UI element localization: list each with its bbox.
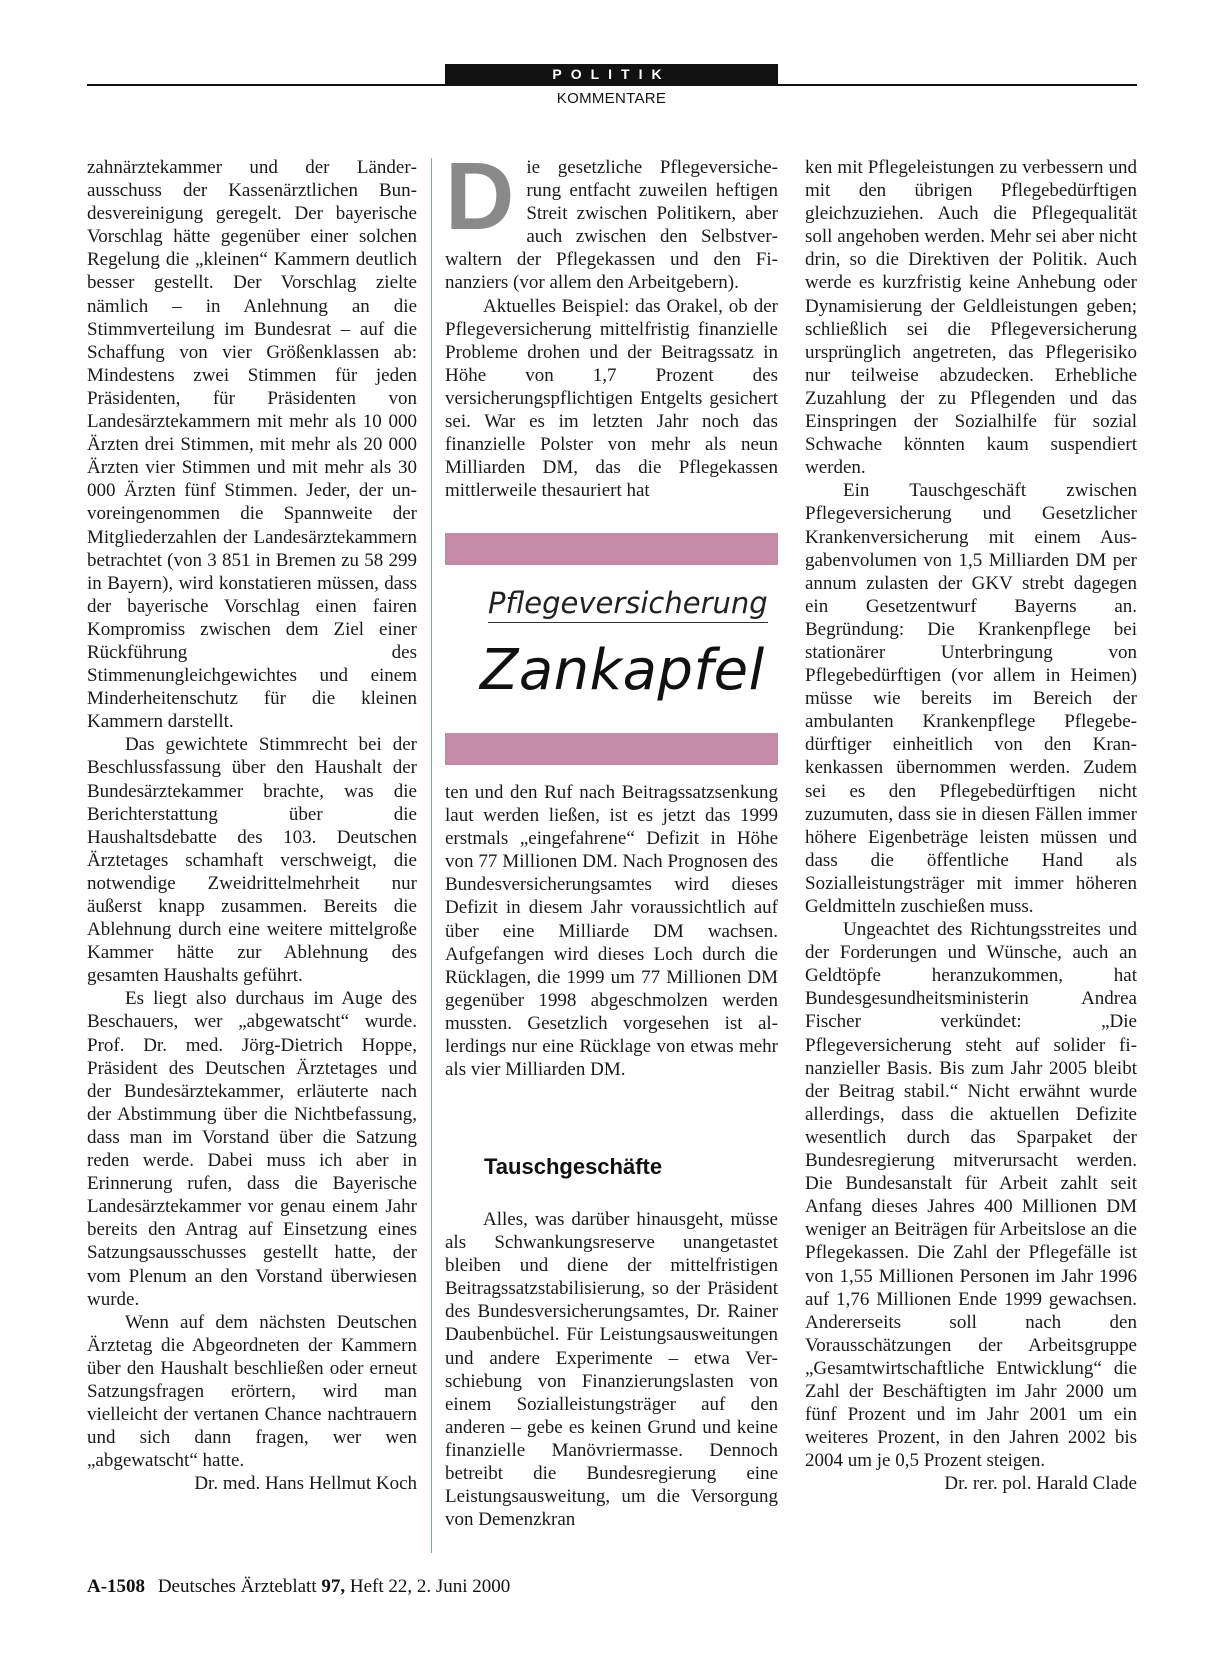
- column-2-top: [445, 143, 778, 502]
- title-band-top: [445, 533, 778, 565]
- article-title: Zankapfel: [480, 638, 765, 703]
- subsection-label: KOMMENTARE: [556, 90, 667, 107]
- page-number: A-1508: [87, 1576, 146, 1597]
- col3-paragraph-3-text: Ungeachtet des Richtungsstreites und der Forderungen und Wünsche, auch an Geldtöpfe heranzukommen, hat Bundesgesundheitsministerin Andrea Fischer verkündet: „Die Pflegeversicherung steht auf solider finanzieller Basis. Bis zum Jahr 2005 bleibt der Beitrag stabil.“ Nicht erwähnt wurde allerdings, dass die aktuellen Defizite wesentlich durch das Sparpaket der Bundesregierung mitverursacht werden. Die Bundesanstalt für Arbeit zahlt seit Anfang dieses Jahres 400 Millionen DM weniger an Beiträgen für Arbeitslose an die Pflegekassen. Die Zahl der Pflegefälle ist von 1,55 Millionen Personen im Jahr 1996 auf 1,76 Millionen Ende 1999 gewachsen. Andererseits soll nach den Vorausschätzungen der Arbeitsgruppe „Gesamtwirtschaftliche Entwicklung“ die Zahl der Beschäftigten im Jahr 2000 um fünf Prozent und im Jahr 2001 um ein weiteres Prozent, in den Jahren 2002 bis 2004 um je 0,5 Prozent steigen.: [805, 919, 1137, 1472]
- col3-paragraph-1: ken mit Pflegeleistungen zu verbessern und mit den übrigen Pflegebedürftigen gleichzuziehen. Auch die Pflegequalität soll angehoben werden. Mehr sei aber nicht drin, so die Direktiven der Politik. Auch werde es kurzfristig keine Anhebung oder Dynamisierung der Geldleistungen geben; schließlich sei die Pflegeversicherung ursprünglich angetreten, das Pflegerisiko nur teilweise abzudecken. Erhebliche Zuzahlung der zu Pflegenden und das Einspringen der Sozialhilfe für sozial Schwache könnten kaum suspendiert werden.: [805, 157, 1137, 479]
- col1-paragraph-4: [87, 1311, 417, 1495]
- col2-paragraph-1: [445, 143, 778, 295]
- col2-paragraph-4: Alles, was darüber hinausgeht, müsse als Schwankungsreserve unangetastet bleiben und diene der mittelfristigen Beitragssatzstabilisierung, so der Präsident des Bundesversicherungsamtes, Dr. Rainer Daubenbüchel. Für Leistungsausweitungen und andere Experimente – etwa Verschiebung von Finanzierungslasten von einem Sozialleistungsträger auf den anderen – gebe es keinen Grund und keine finanzielle Manövriermasse. Dennoch betreibt die Bundesregierung eine Leistungsausweitung, um die Versorgung von Demenzkran: [445, 1209, 778, 1531]
- dropcap: D: [445, 143, 515, 250]
- section-label: POLITIK: [445, 64, 778, 84]
- col1-paragraph-4-text: Wenn auf dem nächsten Deutschen Ärztetag die Abgeordneten der Kammern über den Haushalt beschließen oder erneut Satzungsfragen erörtern, wird man vielleicht der vertanen Chance nachtrauern und sich dann fragen, wer wen „abgewatscht“ hatte.: [87, 1311, 417, 1472]
- col3-paragraph-2: Ein Tauschgeschäft zwischen Pflegeversicherung und Gesetzlicher Krankenversicherung mit einem Ausgabenvolumen von 1,5 Milliarden DM per annum zulasten der GKV strebt dagegen ein Gesetzentwurf Bayerns an. Begründung: Die Krankenpflege bei stationärer Unterbringung von Pflegebedürftigen (vor allem in Heimen) müsse wie bereits im Bereich der ambulanten Krankenpflege Pflegebedürftiger einheitlich von den Krankenkassen übernommen werden. Zudem sei es den Pflegebedürftigen nicht zuzumuten, dass sie in diesen Fällen immer höhere Eigenbeträge leisten müssen und dass die öffentliche Hand als Sozialleistungsträger mit immer höheren Geldmitteln zuschießen muss.: [805, 480, 1137, 917]
- col1-paragraph-2: Das gewichtete Stimmrecht bei der Beschlussfassung über den Haushalt der Bundesärztekammer brachte, was die Berichterstattung über die Haushaltsdebatte des 103. Deutschen Ärztetages schamhaft verschweigt, die notwendige Zweidrittelmehrheit nur äußerst knapp zusammen. Bereits die Ablehnung durch eine weitere mittelgroße Kammer hätte zur Ablehnung des gesamten Haushalts geführt.: [87, 734, 417, 987]
- col2-paragraph-1-text: ie gesetzliche Pflegeversicherung entfacht zuweilen heftigen Streit zwischen Politikern, aber auch zwischen den Selbstverwaltern der Pflegekassen und den Finanziers (vor allem den Arbeitgebern).: [445, 157, 778, 294]
- column-divider: [431, 158, 432, 1553]
- column-2-bottom: [445, 1208, 778, 1531]
- page-footer: [87, 1576, 510, 1598]
- title-band-bottom: [445, 733, 778, 765]
- col3-paragraph-3: [805, 918, 1137, 1495]
- col1-paragraph-3: Es liegt also durchaus im Auge des Beschauers, wer „abgewatscht“ wurde. Prof. Dr. med. Jörg-Dietrich Hoppe, Präsident des Deutschen Ärztetages und der Bundesärztekammer, erläuterte nach der Abstimmung über die Nichtbefassung, dass man im Vorstand über die Satzung reden werde. Dabei muss ich aber in Erinnerung rufen, dass die Bayerische Landesärztekammer vor genau einem Jahr bereits den Antrag auf Einsetzung eines Satzungsausschusses gestellt hatte, der vom Plenum an den Vorstand überwiesen wurde.: [87, 988, 417, 1310]
- journal-volume: 97,: [321, 1576, 346, 1597]
- subheading: Tauschgeschäfte: [484, 1154, 663, 1179]
- col2-paragraph-2: Aktuelles Beispiel: das Orakel, ob der Pflegeversicherung mittelfristig finanzielle Probleme drohen und der Beitragssatz in Höhe von 1,7 Prozent des versicherungspflichtigen Entgelts gesichert sei. War es im letzten Jahr noch das finanzielle Polster von mehr als neun Milliarden DM, das die Pflegekassen mittlerweile thesauriert hat: [445, 295, 778, 502]
- column-3: [805, 156, 1137, 1495]
- journal-name: Deutsches Ärzteblatt: [157, 1576, 317, 1597]
- col1-paragraph-1: zahnärztekammer und der Länderausschuss der Kassenärztlichen Bundesvereinigung geregelt. Der bayerische Vorschlag hätte gegenüber einer solchen Regelung die „kleinen“ Kammern deutlich besser gestellt. Der Vorschlag zielte nämlich – in Anlehnung an die Stimmverteilung im Bundesrat – auf die Schaffung von vier Größenklassen ab: Mindestens zwei Stimmen für jeden Präsidenten, für Präsidenten von Landesärztekammern mit mehr als 10 000 Ärzten drei Stimmen, mit mehr als 20 000 Ärzten vier Stimmen und mit mehr als 30 000 Ärzten fünf Stimmen. Jeder, der unvoreingenommen die Spannweite der Mitgliederzahlen der Landesärztekammern betrachtet (von 3 851 in Bremen zu 58 299 in Bayern), wird konstatieren müssen, dass der bayerische Vorschlag einen fairen Kompromiss zwischen dem Ziel einer Rückführung des Stimmenungleichgewichtes und einem Minderheitenschutz für die kleinen Kammern darstellt.: [87, 157, 417, 733]
- header-rule: [87, 84, 1137, 86]
- journal-issue: Heft 22, 2. Juni 2000: [349, 1576, 511, 1597]
- author-signature-clade: Dr. rer. pol. Harald Clade: [944, 1473, 1137, 1495]
- article-kicker: Pflegeversicherung: [488, 586, 768, 623]
- column-1: [87, 156, 417, 1495]
- col2-paragraph-3: ten und den Ruf nach Beitragssatzsenkung laut werden ließen, ist es jetzt das 1999 erstmals „eingefahrene“ Defizit in Höhe von 77 Millionen DM. Nach Prognosen des Bundesversicherungsamtes wird dieses Defizit in diesem Jahr voraussichtlich auf über eine Milliarde DM wachsen. Aufgefangen wird dieses Loch durch die Rücklagen, die 1999 um 77 Millionen DM gegenüber 1998 abgeschmolzen werden mussten. Gesetzlich vorgesehen ist allerdings nur eine Rücklage von etwas mehr als vier Milliarden DM.: [445, 782, 778, 1081]
- column-2-middle: [445, 781, 778, 1081]
- author-signature-koch: Dr. med. Hans Hellmut Koch: [194, 1473, 417, 1495]
